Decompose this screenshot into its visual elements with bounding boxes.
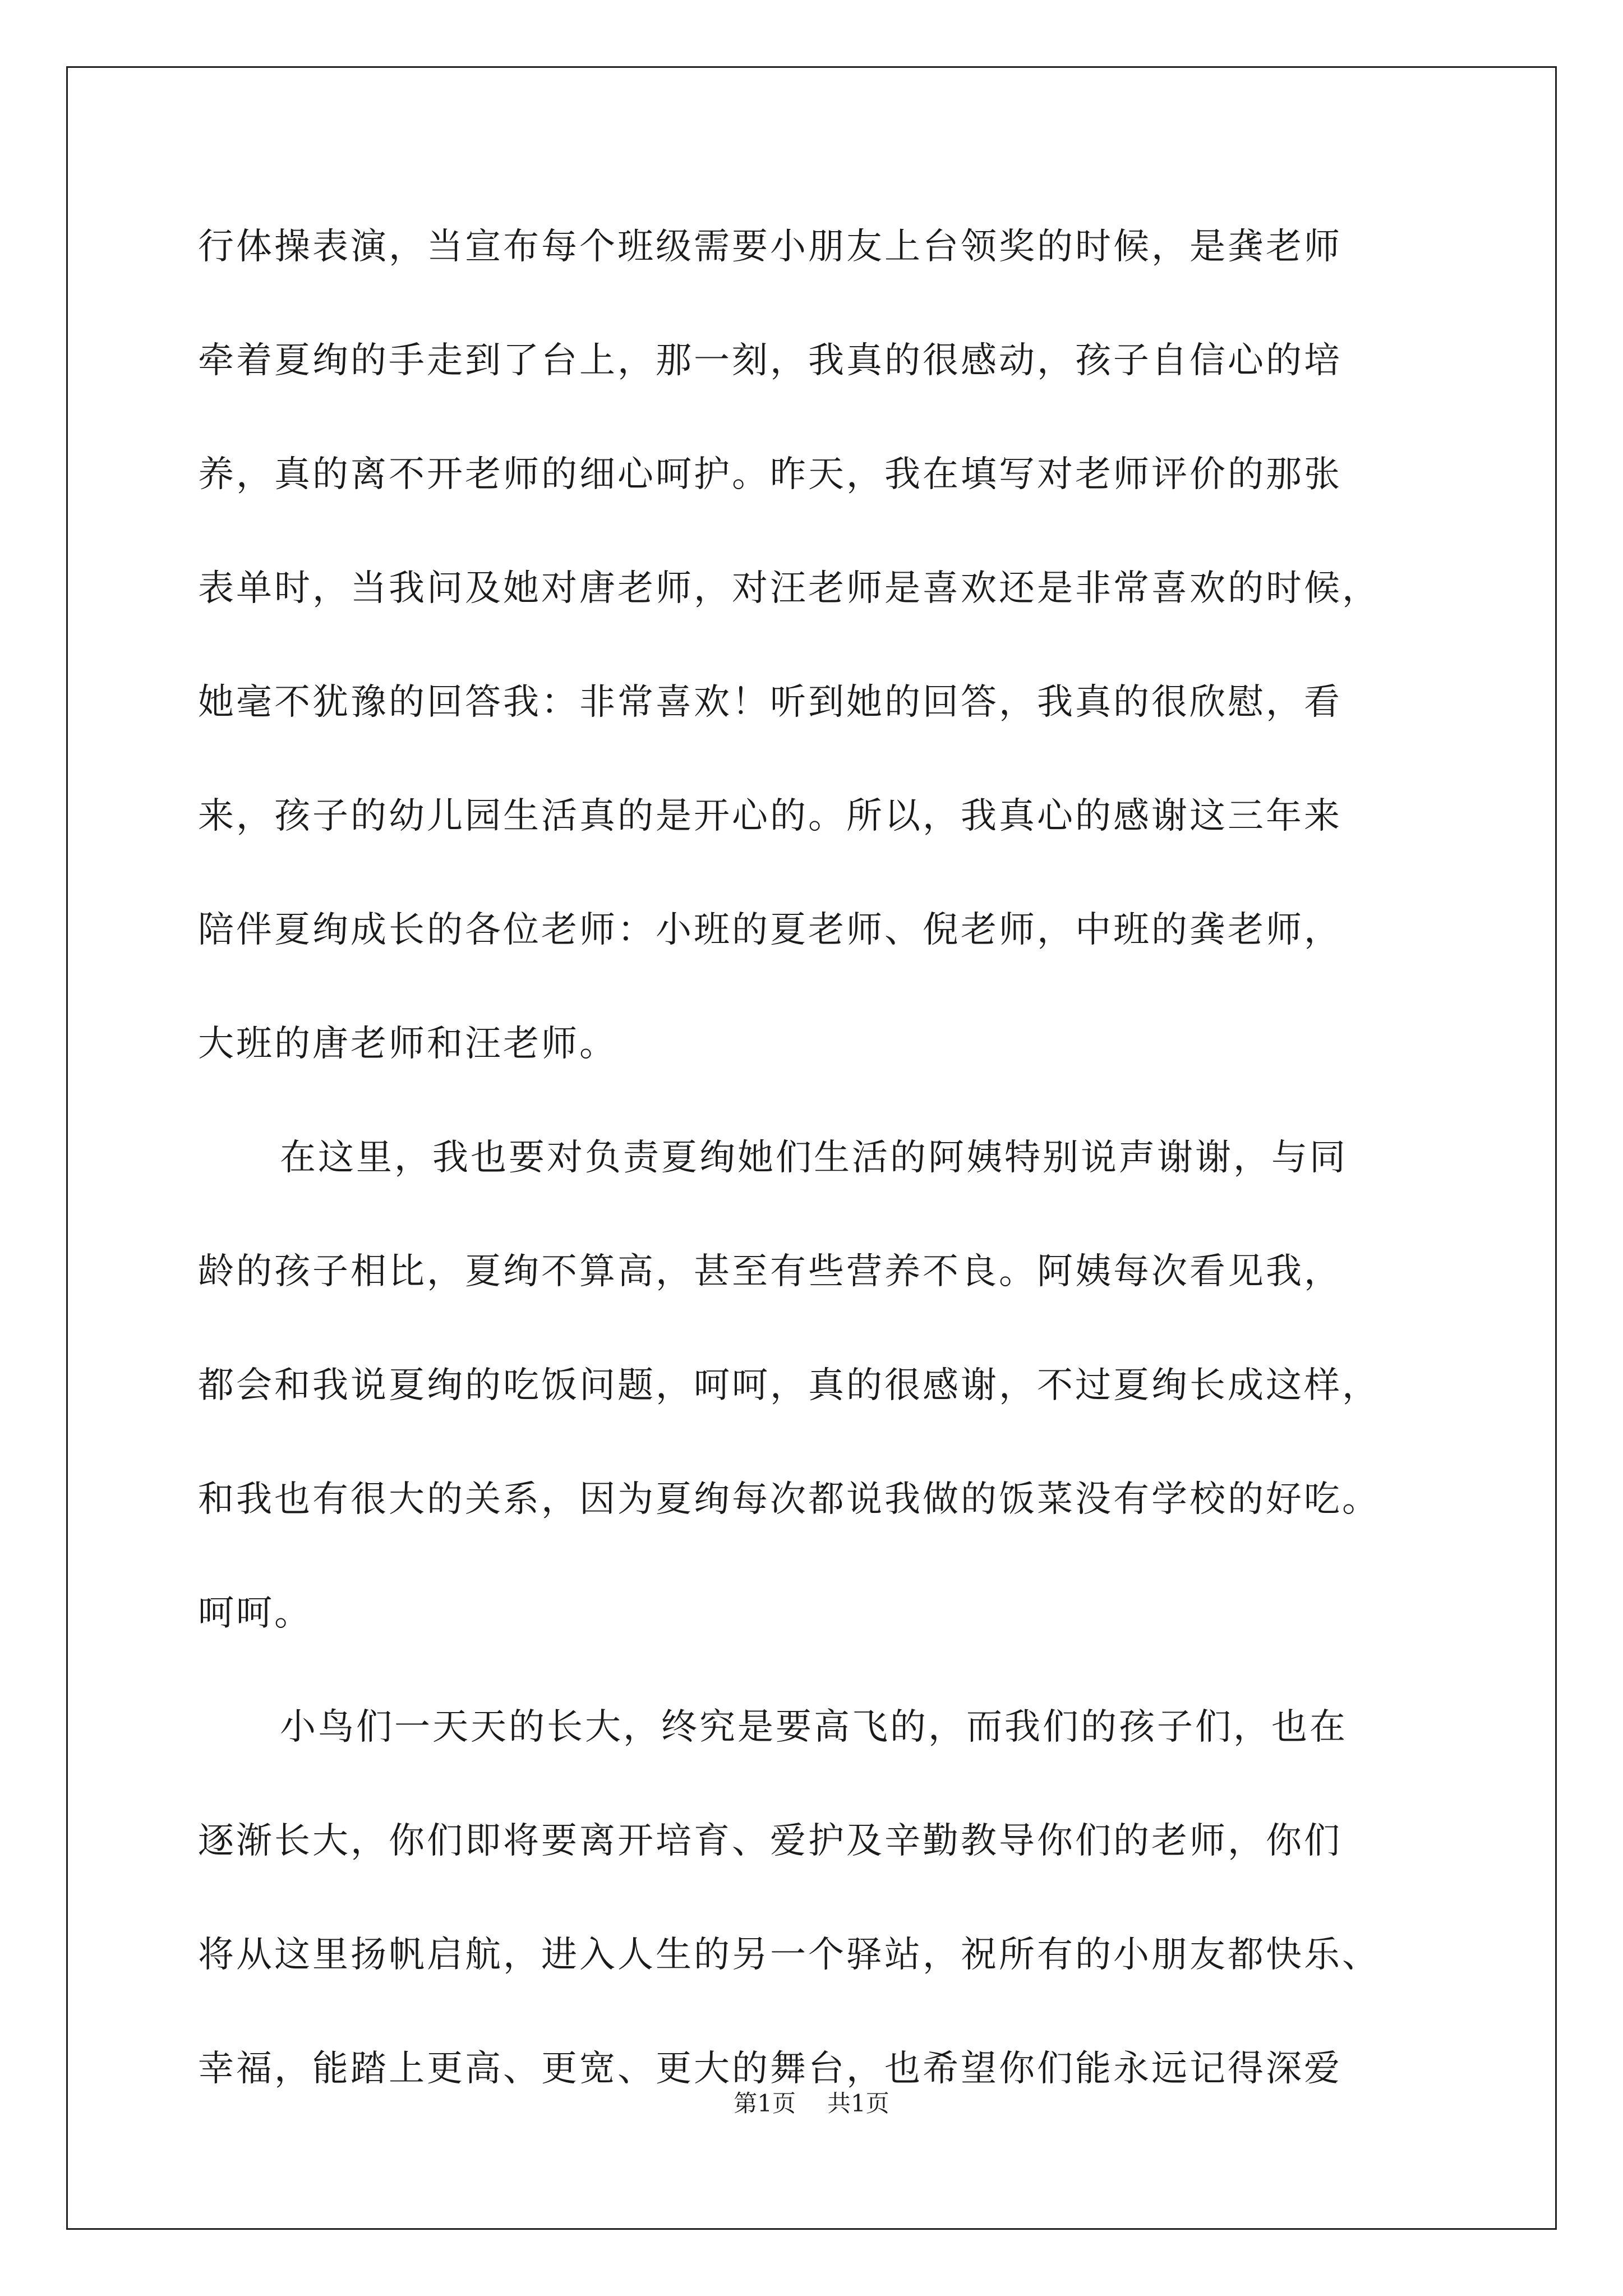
text-line: 呵呵。: [198, 1593, 312, 1634]
text-line: 行体操表演，当宣布每个班级需要小朋友上台领奖的时候，是龚老师: [198, 226, 1342, 268]
paragraph-start-line: 在这里，我也要对负责夏绚她们生活的阿姨特别说声谢谢，与同: [280, 1137, 1348, 1179]
text-line: 龄的孩子相比，夏绚不算高，甚至有些营养不良。阿姨每次看见我，: [198, 1251, 1342, 1292]
text-line: 都会和我说夏绚的吃饭问题，呵呵，真的很感谢，不过夏绚长成这样，: [198, 1365, 1380, 1406]
text-line: 幸福，能踏上更高、更宽、更大的舞台，也希望你们能永远记得深爱: [198, 2048, 1342, 2090]
text-line: 表单时，当我问及她对唐老师，对汪老师是喜欢还是非常喜欢的时候，: [198, 568, 1380, 609]
page-total: 共1页: [827, 2090, 889, 2117]
text-line: 将从这里扬帆启航，进入人生的另一个驿站，祝所有的小朋友都快乐、: [198, 1934, 1380, 1976]
text-line: 大班的唐老师和汪老师。: [198, 1023, 617, 1065]
page-footer: [0, 2087, 1623, 2120]
text-line: 牵着夏绚的手走到了台上，那一刻，我真的很感动，孩子自信心的培: [198, 340, 1342, 381]
paragraph-start-line: 小鸟们一天天的长大，终究是要高飞的，而我们的孩子们，也在: [280, 1706, 1348, 1748]
page-number: 第1页: [734, 2090, 796, 2117]
text-line: 和我也有很大的关系，因为夏绚每次都说我做的饭菜没有学校的好吃。: [198, 1479, 1380, 1520]
text-line: 陪伴夏绚成长的各位老师：小班的夏老师、倪老师，中班的龚老师，: [198, 909, 1342, 951]
document-body: [198, 213, 1437, 2149]
text-line: 来，孩子的幼儿园生活真的是开心的。所以，我真心的感谢这三年来: [198, 795, 1342, 837]
text-line: 她毫不犹豫的回答我：非常喜欢！听到她的回答，我真的很欣慰，看: [198, 682, 1342, 723]
text-line: 逐渐长大，你们即将要离开培育、爱护及辛勤教导你们的老师，你们: [198, 1820, 1342, 1862]
text-line: 养，真的离不开老师的细心呵护。昨天，我在填写对老师评价的那张: [198, 454, 1342, 495]
